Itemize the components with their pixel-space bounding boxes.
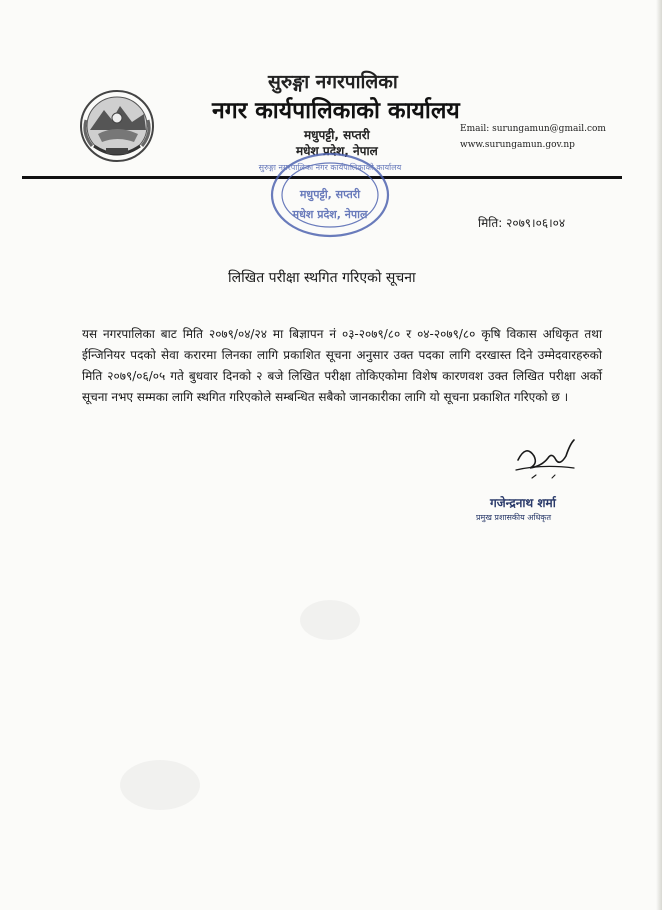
notice-body: यस नगरपालिका बाट मिति २०७९/०४/२४ मा बिज्ञापन नं ०३-२०७९/८० र ०४-२०७९/८० कृषि विकास अधिकृत तथा ईन्जिनियर पदको सेवा करारमा लिनका लागि प्रकाशित सूचना अनुसार उक्त पदका लागि दरखास्त दिने उम्मेदवारहरुको मिति २०७९/०६/०५ गते बुधवार दिनको २ बजे लिखित परीक्षा तोकिएकोमा विशेष कारणवश उक्त लिखित परीक्षा अर्को सूचना नभए सम्मका लागि स्थगित गरिएकोले सम्बन्धित सबैको जानकारीका लागि यो सूचना प्रकाशित गरिएको छ ।	[82, 327, 602, 404]
nepal-emblem-icon	[76, 84, 158, 166]
stamp-bottom-text: मधेश प्रदेश, नेपाल	[292, 208, 368, 221]
contact-block	[460, 121, 606, 153]
signature-mark	[512, 430, 580, 488]
signatory-title: प्रमुख प्रशासकीय अधिकृत	[476, 513, 552, 522]
address-line1: मधुपट्टी, सप्तरी	[304, 128, 370, 142]
notice-subject: लिखित परीक्षा स्थगित गरिएको सूचना	[228, 270, 416, 286]
official-stamp	[258, 150, 402, 240]
paper-blot	[300, 600, 360, 640]
stamp-ring-text: सुरुङ्गा नगरपालिका नगर कार्यपालिकाको कार्यालय	[258, 163, 402, 172]
website-text: www.surungamun.gov.np	[460, 140, 575, 150]
email-text: Email: surungamun@gmail.com	[460, 124, 606, 134]
stamp-center-text: मधुपट्टी, सप्तरी	[299, 188, 361, 201]
paper-blot	[120, 760, 200, 810]
signatory-name: गजेन्द्रनाथ शर्मा	[490, 496, 556, 510]
address-line2: मधेश प्रदेश, नेपाल	[296, 144, 378, 158]
scan-edge-shadow	[656, 0, 662, 910]
office-name: नगर कार्यपालिकाको कार्यालय	[212, 98, 460, 124]
notice-date: मिति: २०७९।०६।०४	[478, 216, 566, 230]
municipality-name: सुरुङ्गा नगरपालिका	[268, 71, 398, 93]
